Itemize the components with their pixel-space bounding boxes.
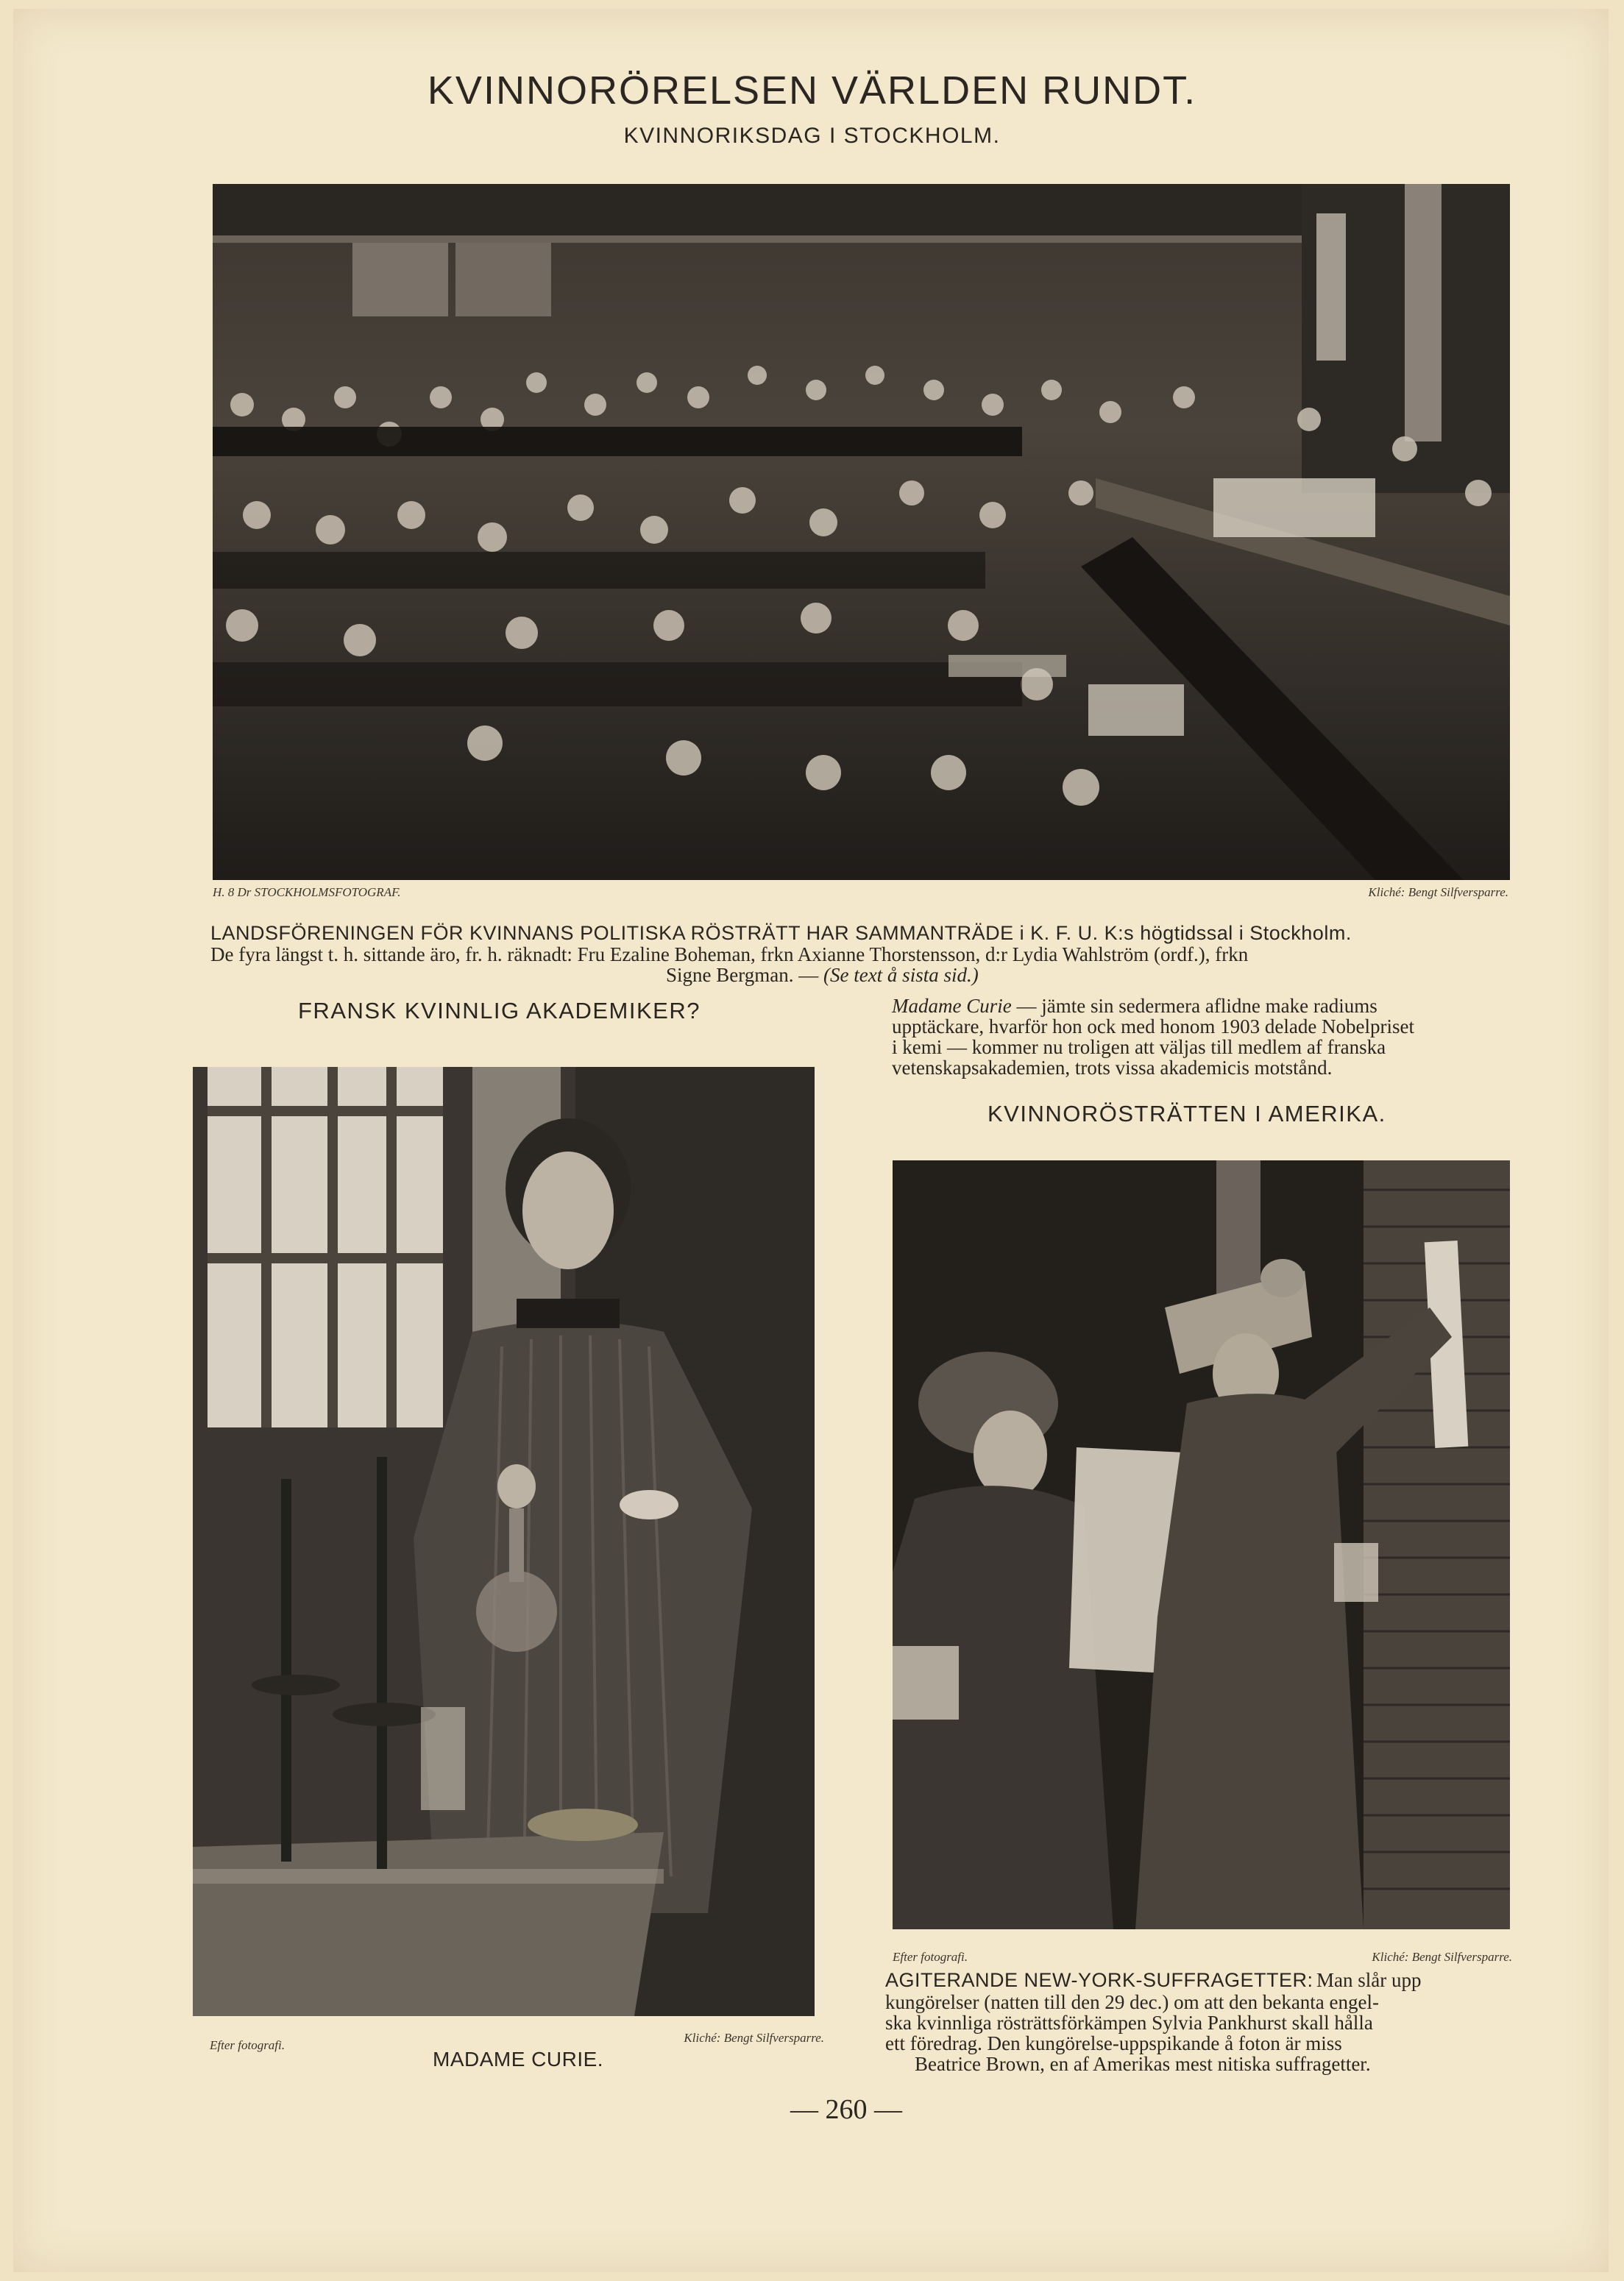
suffragettes-caption-line1-rest: Man slår upp	[1316, 1969, 1422, 1991]
curie-text	[892, 996, 1517, 1078]
curie-photo-credit: Efter fotografi.	[210, 2038, 285, 2052]
suffragettes-caption-line4: ett föredrag. Den kungörelse-uppspikande å foton är miss	[885, 2032, 1342, 2054]
curie-photo	[193, 1067, 815, 2016]
page-title: KVINNORÖRELSEN VÄRLDEN RUNDT.	[427, 68, 1197, 113]
assembly-photo	[213, 184, 1510, 880]
suffragettes-photo-credit: Efter fotografi.	[893, 1950, 968, 1964]
assembly-caption-line3-text: Signe Bergman. —	[666, 964, 819, 986]
curie-name: Madame Curie	[892, 995, 1012, 1017]
assembly-caption-line2: De fyra längst t. h. sittande äro, fr. h. räknadt: Fru Ezaline Boheman, frkn Axianne Thorstensson, d:r Lydia Wahlström (ordf.), frkn	[210, 943, 1249, 965]
curie-photo-graphic	[193, 1067, 815, 2016]
curie-text-line1	[892, 996, 1517, 1016]
curie-caption: MADAME CURIE.	[433, 2048, 604, 2071]
suffragettes-caption-line1	[885, 1969, 1518, 1992]
curie-text-line1-rest: — jämte sin sedermera aflidne make radiums	[1016, 995, 1377, 1017]
suffragettes-caption-line5: Beatrice Brown, en af Amerikas mest nitiska suffragetter.	[915, 2053, 1371, 2075]
assembly-photo-credit: H. 8 Dr STOCKHOLMSFOTOGRAF.	[213, 885, 401, 899]
assembly-caption-line1: LANDSFÖRENINGEN FÖR KVINNANS POLITISKA RÖSTRÄTT HAR SAMMANTRÄDE i K. F. U. K:s högtidssal i Stockholm.	[210, 922, 1352, 944]
curie-text-line3: i kemi — kommer nu troligen att väljas till medlem af franska	[892, 1036, 1386, 1058]
curie-cliche-credit: Kliché: Bengt Silfversparre.	[684, 2031, 824, 2045]
suffragettes-caption-line3: ska kvinnliga rösträttsförkämpen Sylvia Pankhurst skall hålla	[885, 2012, 1373, 2034]
assembly-caption-see-text: (Se text å sista sid.)	[823, 964, 979, 986]
curie-heading: FRANSK KVINNLIG AKADEMIKER?	[298, 998, 701, 1024]
curie-text-line2: upptäckare, hvarför hon ock med honom 1903 delade Nobelpriset	[892, 1015, 1415, 1037]
suffragettes-caption	[885, 1969, 1518, 2074]
assembly-photo-graphic	[213, 184, 1510, 880]
curie-text-line4: vetenskapsakademien, trots vissa akademicis motstånd.	[892, 1057, 1333, 1079]
page-number: — 260 —	[790, 2094, 902, 2125]
suffragettes-photo	[893, 1160, 1510, 1929]
assembly-caption-line3	[666, 965, 979, 985]
suffragettes-photo-graphic	[893, 1160, 1510, 1929]
suffragettes-caption-line2: kungörelser (natten till den 29 dec.) om att den bekanta engel-	[885, 1991, 1380, 2013]
page-subtitle: KVINNORIKSDAG I STOCKHOLM.	[623, 124, 1001, 148]
suffragettes-cliche-credit: Kliché: Bengt Silfversparre.	[1372, 1950, 1512, 1964]
suffragettes-caption-caps: AGITERANDE NEW-YORK-SUFFRAGETTER:	[885, 1969, 1313, 1991]
america-heading: KVINNORÖSTRÄTTEN I AMERIKA.	[987, 1101, 1386, 1127]
assembly-cliche-credit: Kliché: Bengt Silfversparre.	[1368, 885, 1508, 899]
